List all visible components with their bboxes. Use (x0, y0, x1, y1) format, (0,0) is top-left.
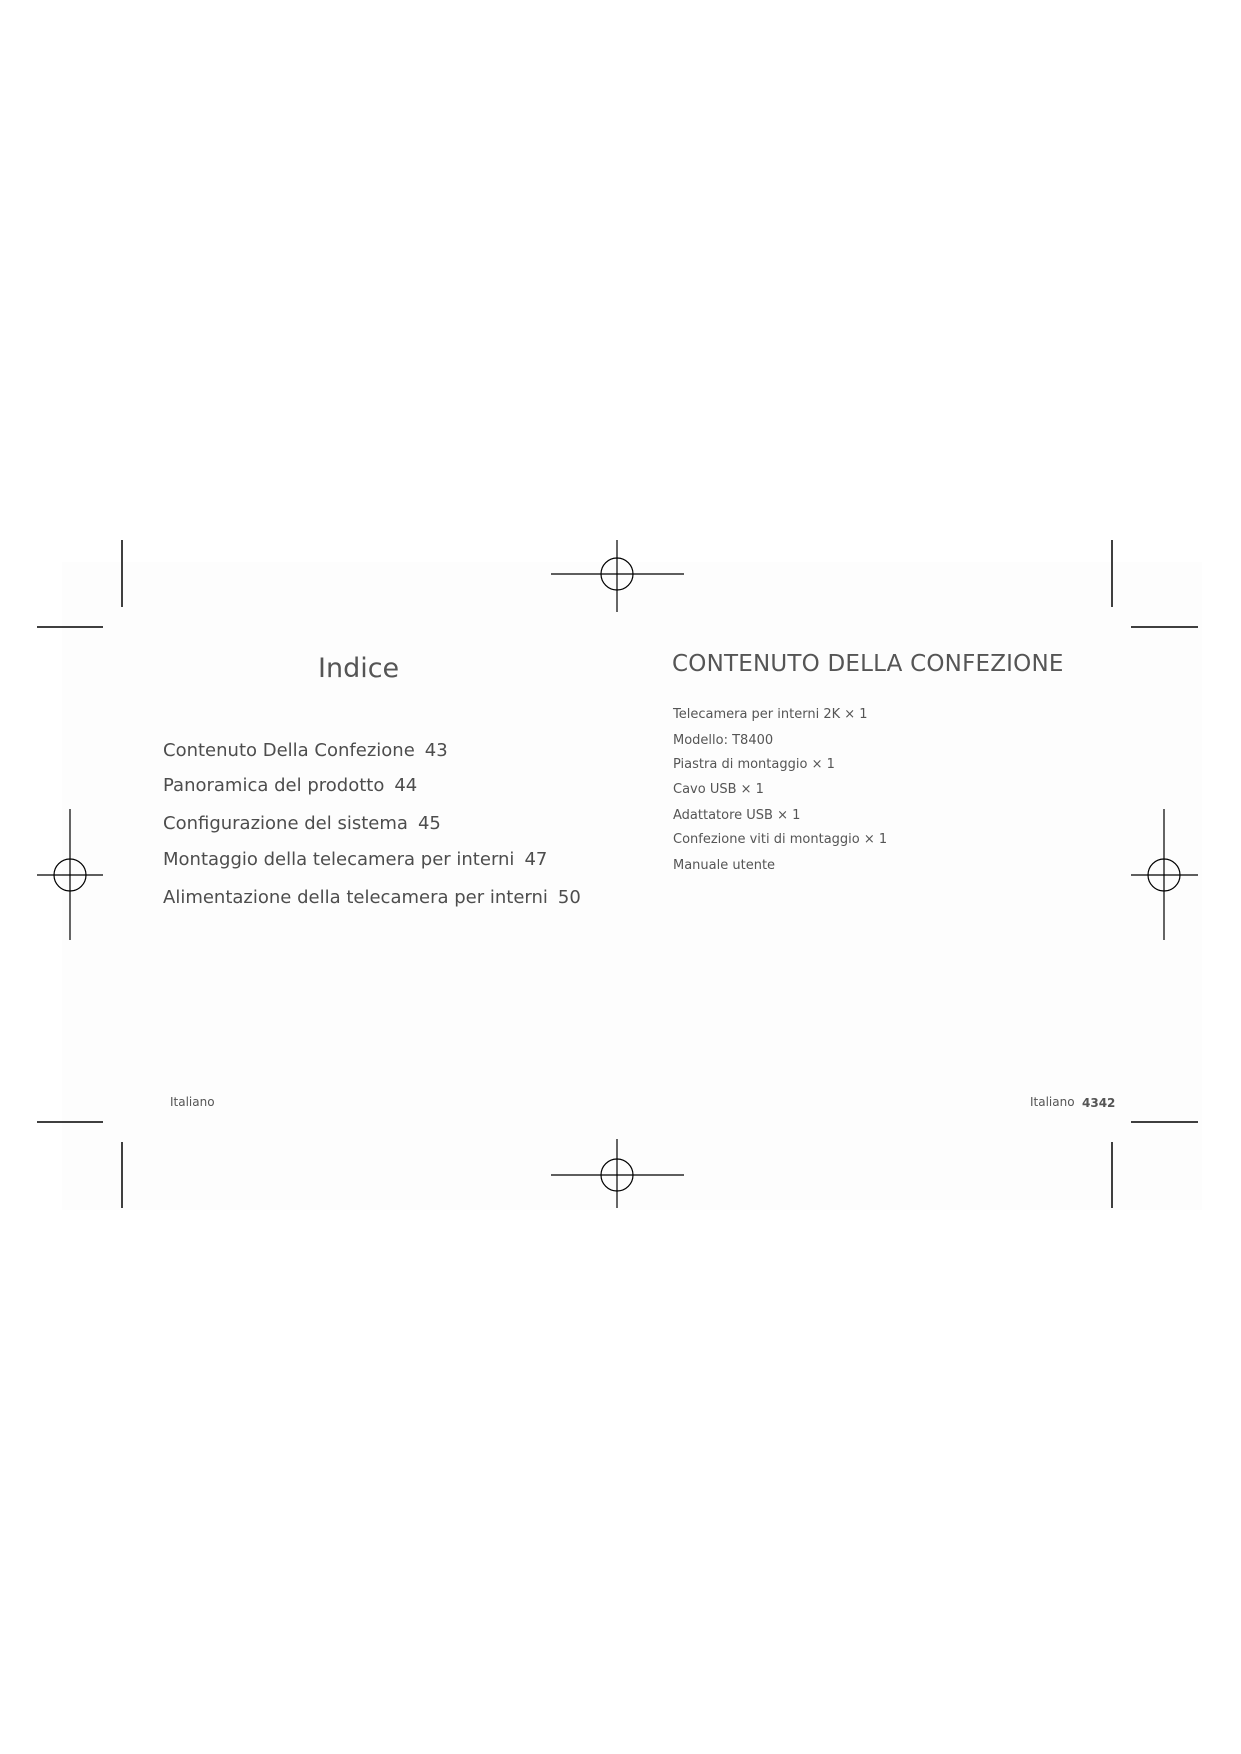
toc-item-label: Panoramica del prodotto (163, 775, 385, 796)
toc-item-page: 44 (394, 775, 418, 796)
list-item: Modello: T8400 (673, 733, 774, 748)
toc-item[interactable] (163, 775, 417, 796)
toc-item-label: Configurazione del sistema (163, 813, 408, 834)
list-item: Cavo USB × 1 (673, 782, 764, 797)
section-title: CONTENUTO DELLA CONFEZIONE (672, 651, 1064, 677)
toc-item-label: Contenuto Della Confezione (163, 740, 415, 761)
toc-item-page: 45 (417, 813, 441, 834)
toc-item-page: 47 (524, 849, 548, 870)
registration-mark-right (1131, 809, 1198, 940)
toc-item-label: Montaggio della telecamera per interni (163, 849, 515, 870)
footer-language-right: Italiano (1030, 1095, 1075, 1109)
toc-item[interactable] (163, 740, 448, 761)
toc-title: Indice (318, 653, 400, 684)
registration-mark-bottom (551, 1139, 684, 1208)
list-item: Telecamera per interni 2K × 1 (673, 707, 868, 722)
list-item: Manuale utente (673, 858, 776, 873)
list-item: Confezione viti di montaggio × 1 (673, 832, 888, 847)
page-number: 4342 (1082, 1096, 1116, 1110)
registration-mark-left (37, 809, 103, 940)
toc-item[interactable] (163, 813, 441, 834)
list-item: Piastra di montaggio × 1 (673, 757, 835, 772)
toc-item-page: 50 (557, 887, 581, 908)
toc-item-page: 43 (424, 740, 448, 761)
toc-item-label: Alimentazione della telecamera per interni (163, 887, 548, 908)
toc-item[interactable] (163, 849, 547, 870)
toc-item[interactable] (163, 887, 581, 908)
list-item: Adattatore USB × 1 (673, 808, 801, 823)
footer-language-left: Italiano (170, 1095, 215, 1109)
registration-mark-top (551, 540, 684, 612)
